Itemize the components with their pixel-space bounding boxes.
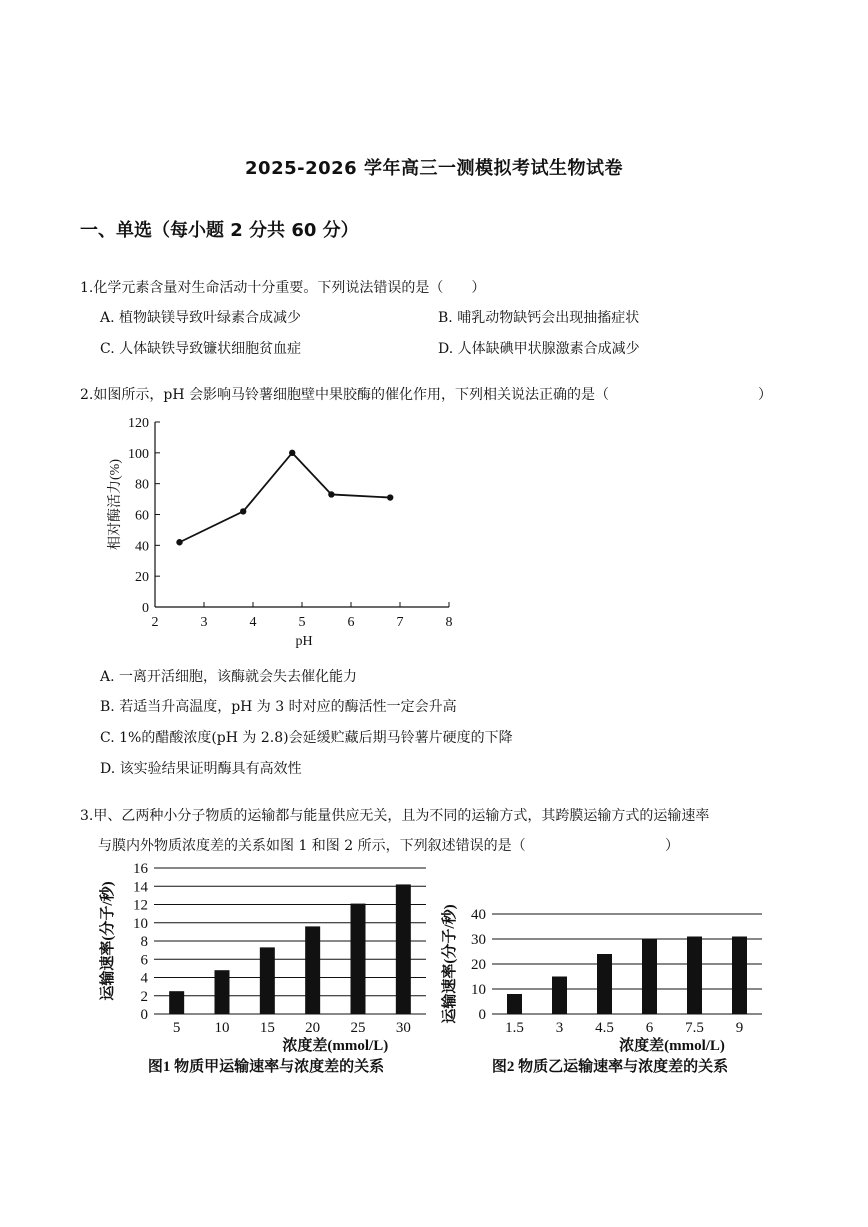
bar: [169, 991, 184, 1014]
x-tick-label: 6: [645, 1020, 654, 1036]
x-tick-label: 3: [200, 615, 208, 630]
bar: [260, 947, 275, 1014]
x-tick-label: 2: [151, 615, 159, 630]
question-1-option-a[interactable]: A. 植物缺镁导致叶绿素合成减少: [100, 310, 302, 326]
y-tick-label: 16: [133, 861, 148, 877]
figure-2-caption: 图2 物质乙运输速率与浓度差的关系: [491, 1059, 729, 1075]
ph-chart: [95, 410, 465, 650]
question-1-stem: 1.化学元素含量对生命活动十分重要。下列说法错误的是（ ）: [80, 280, 486, 296]
y-tick-label: 10: [471, 982, 486, 998]
data-point: [328, 491, 334, 497]
y-tick-label: 0: [142, 601, 149, 616]
figure-1-caption: 图1 物质甲运输速率与浓度差的关系: [147, 1059, 385, 1075]
x-tick-label: 30: [395, 1020, 411, 1036]
bar: [396, 884, 411, 1014]
bar: [642, 939, 657, 1014]
y-tick-label: 120: [128, 416, 149, 431]
x-axis-label: 浓度差(mmol/L): [282, 1038, 389, 1054]
data-point: [289, 450, 295, 456]
x-tick-label: 10: [214, 1020, 230, 1036]
x-tick-label: 4: [249, 615, 257, 630]
y-tick-label: 14: [133, 879, 148, 896]
y-tick-label: 60: [135, 508, 149, 524]
y-tick-label: 2: [140, 988, 148, 1005]
question-1-option-c[interactable]: C. 人体缺铁导致镰状细胞贫血症: [100, 341, 302, 357]
bar: [351, 904, 366, 1014]
data-point: [176, 539, 182, 545]
series-line: [180, 453, 391, 542]
y-tick-label: 100: [128, 446, 149, 462]
data-point: [240, 508, 246, 514]
y-tick-label: 20: [135, 570, 149, 586]
question-3-stem-line1: 3.甲、乙两种小分子物质的运输都与能量供应无关，且为不同的运输方式，其跨膜运输方式的运输速率: [80, 808, 710, 824]
question-2-option-b[interactable]: B. 若适当升高温度，pH 为 3 时对应的酶活性一定会升高: [100, 699, 457, 715]
x-tick-label: 7.5: [685, 1020, 704, 1036]
x-tick-label: 5: [172, 1020, 181, 1036]
bar: [597, 954, 612, 1014]
question-2-option-c[interactable]: C. 1%的醋酸浓度(pH 为 2.8)会延缓贮藏后期马铃薯片硬度的下降: [100, 730, 513, 746]
x-tick-label: 3: [555, 1020, 564, 1036]
data-point: [387, 494, 393, 500]
x-tick-label: 25: [350, 1020, 366, 1036]
y-tick-label: 6: [140, 952, 148, 969]
y-axis-label: 相对酶活力(%): [108, 459, 123, 550]
x-tick-label: 9: [735, 1020, 744, 1036]
x-tick-label: 15: [259, 1020, 275, 1036]
y-axis-label: 运输速率(分子/秒): [100, 881, 116, 1001]
x-tick-label: 4.5: [595, 1020, 614, 1036]
question-2-option-d[interactable]: D. 该实验结果证明酶具有高效性: [100, 761, 302, 777]
y-tick-label: 80: [135, 477, 149, 493]
y-tick-label: 10: [133, 915, 148, 932]
question-1-option-d[interactable]: D. 人体缺碘甲状腺激素合成减少: [438, 341, 640, 357]
y-tick-label: 40: [135, 539, 149, 555]
question-3-stem-line2: 与膜内外物质浓度差的关系如图 1 和图 2 所示，下列叙述错误的是（: [98, 838, 526, 854]
bar: [687, 937, 702, 1015]
bar: [732, 937, 747, 1015]
bar: [507, 994, 522, 1014]
x-axis-label: 浓度差(mmol/L): [619, 1038, 725, 1054]
x-tick-label: 6: [347, 615, 355, 630]
y-tick-label: 40: [471, 907, 486, 923]
question-2-option-a[interactable]: A. 一离开活细胞，该酶就会失去催化能力: [100, 669, 358, 685]
bar: [552, 977, 567, 1015]
x-tick-label: 5: [298, 615, 306, 630]
question-2-stem: 2.如图所示，pH 会影响马铃薯细胞壁中果胶酶的催化作用，下列相关说法正确的是（: [80, 387, 609, 403]
question-1-option-b[interactable]: B. 哺乳动物缺钙会出现抽搐症状: [438, 310, 640, 326]
x-tick-label: 20: [305, 1020, 321, 1036]
x-tick-label: 7: [396, 615, 404, 630]
section-heading: 一、单选（每小题 2 分共 60 分）: [80, 220, 359, 241]
y-tick-label: 0: [140, 1007, 148, 1023]
figure-2-chart: [440, 900, 770, 1080]
bar: [215, 970, 230, 1014]
y-tick-label: 12: [133, 897, 148, 914]
x-axis-label: pH: [295, 634, 313, 649]
y-tick-label: 8: [140, 934, 148, 950]
figure-1-chart: [96, 855, 436, 1080]
y-tick-label: 4: [140, 970, 148, 987]
y-axis-label: 运输速率(分子/秒): [442, 904, 458, 1024]
y-tick-label: 0: [478, 1007, 486, 1023]
y-tick-label: 30: [471, 932, 486, 948]
x-tick-label: 8: [445, 615, 453, 630]
x-tick-label: 1.5: [505, 1020, 524, 1036]
y-tick-label: 20: [471, 957, 486, 973]
question-2-stem-end: ）: [758, 387, 772, 403]
question-3-stem-end: ）: [665, 838, 679, 854]
bar: [305, 926, 320, 1014]
page-title: 2025-2026 学年高三一测模拟考试生物试卷: [245, 158, 623, 179]
